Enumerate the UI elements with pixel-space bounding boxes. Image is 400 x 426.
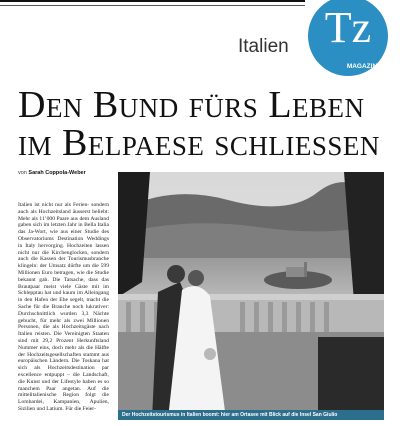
bouquet	[204, 348, 216, 360]
logo-letters: Tz	[324, 3, 372, 52]
byline-prefix: von	[18, 170, 27, 176]
top-rule	[0, 0, 305, 2]
photo-caption: Der Hochzeitstourismus in Italien boomt: hier am Ortasee mit Blick auf die Insel San Giulio	[118, 410, 384, 420]
byline-author: Sarah Coppola-Weber	[28, 170, 86, 176]
tz-magazin-logo	[302, 0, 394, 82]
article-title	[18, 86, 388, 162]
article-body: Italien ist nicht nur als Ferien- sondern auch als Hochzeitsland äusserst beliebt: Mehr als 11’000 Paare aus dem Ausland gaben sich im letzten Jahr in Bella Italia das Ja-Wort, wie aus einer Studie des Observatoriums Destination Weddings in Italy hervorging. Hochzeiten lassen nicht nur die Kirchenglocken, sondern auch die Kassen der Tourismusbranche klingeln: der Umsatz dürfte um die 599 Millionen Euro betragen, wie die Studie bekannt gab. Die Tatsache, dass das Brautpaar meist viele Gäste mit im Schlepptau hat und kaum im Alleingang in den Hafen der Ehe segelt, macht die Sache für die Branche noch lukrativer: Durchschnittlich wurden 3,3 Nächte gebucht, für mehr als zwei Millionen Personen, die als Hochzeitsgäste nach Italien reisten. Die Vereinigten Staaten sind mit 29,2 Prozent Herkunftsland Nummer eins, doch mehr als die Hälfte der Hochzeitsgesellschaften stammt aus europäischen Ländern. Die Toskana hat sich als Hochzeitsdestination par excellence entpuppt – die Landschaft, die Kunst und der Lifestyle haben es so manchem Paar angetan. Auf die mittelitalienische Region folgt die Lombardei, Kampanien, Apulien, Sizilien und Latium. Für die Feier-	[18, 202, 109, 412]
title-line-2: im Belpaese schliessen	[18, 122, 380, 164]
section-label: Italien	[238, 36, 289, 57]
bush	[318, 337, 384, 419]
logo-caption: MAGAZIN	[346, 63, 378, 70]
wedding-photo	[118, 172, 384, 419]
top-rule-thin	[0, 5, 305, 6]
title-line-1: Den Bund fürs Leben	[18, 84, 365, 126]
byline	[18, 170, 86, 176]
